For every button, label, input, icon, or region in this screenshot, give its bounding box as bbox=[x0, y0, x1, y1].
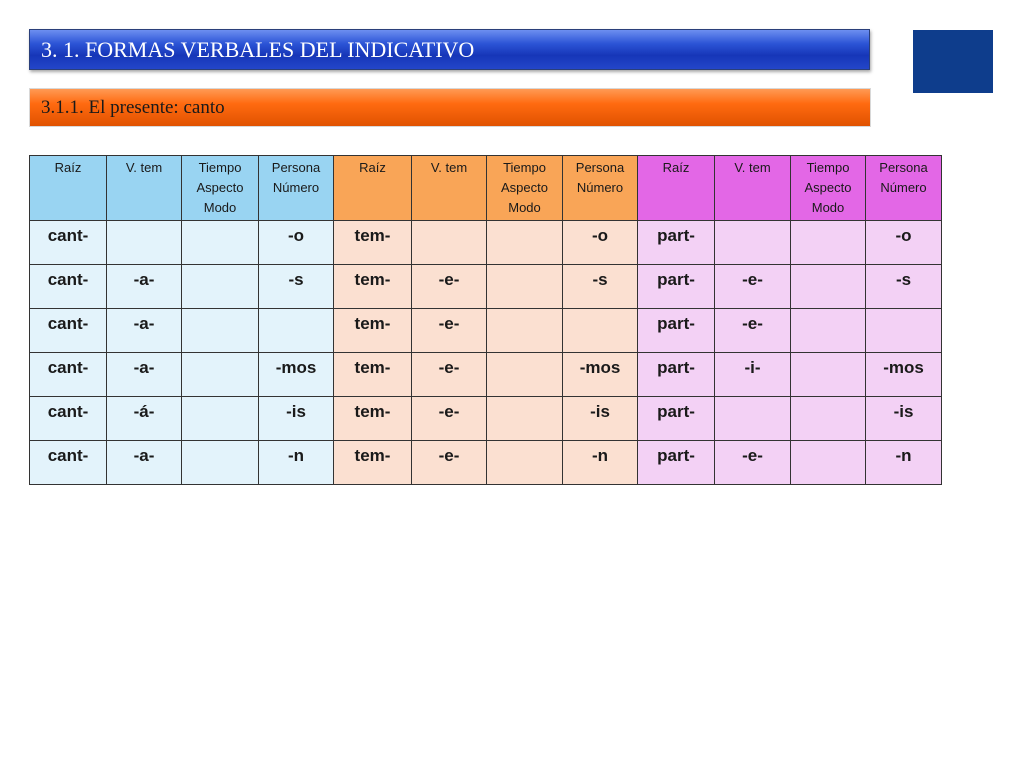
verb-conjugation-table bbox=[29, 155, 942, 485]
table-cell-part-persona-numero: -n bbox=[866, 441, 942, 485]
table-cell-tem-persona-numero: -is bbox=[563, 397, 638, 441]
column-header-cant-tiempo-aspecto-modo bbox=[182, 156, 259, 221]
column-header-line: Aspecto bbox=[501, 180, 548, 195]
table-cell-cant-persona-numero bbox=[259, 309, 334, 353]
table-cell-part-tiempo-aspecto-modo bbox=[791, 221, 866, 265]
column-header-cant-persona-numero bbox=[259, 156, 334, 221]
table-cell-tem-v-tem: -e- bbox=[412, 441, 487, 485]
table-cell-part-v-tem: -e- bbox=[715, 265, 791, 309]
column-header-line: Persona bbox=[575, 160, 625, 175]
column-header-line: Modo bbox=[811, 200, 845, 215]
table-cell-part-v-tem: -i- bbox=[715, 353, 791, 397]
table-cell-cant-raiz: cant- bbox=[30, 353, 107, 397]
table-row bbox=[30, 441, 942, 485]
table-cell-part-v-tem: -e- bbox=[715, 441, 791, 485]
table-row bbox=[30, 265, 942, 309]
table-row bbox=[30, 309, 942, 353]
column-header-line: Aspecto bbox=[196, 180, 244, 195]
table-cell-tem-v-tem: -e- bbox=[412, 353, 487, 397]
table-cell-part-persona-numero: -o bbox=[866, 221, 942, 265]
column-header-tem-persona-numero bbox=[563, 156, 638, 221]
slide-title: 3. 1. FORMAS VERBALES DEL INDICATIVO bbox=[29, 29, 870, 70]
table-cell-cant-persona-numero: -s bbox=[259, 265, 334, 309]
table-cell-part-persona-numero bbox=[866, 309, 942, 353]
table-cell-tem-tiempo-aspecto-modo bbox=[487, 265, 563, 309]
table-cell-tem-raiz: tem- bbox=[334, 353, 412, 397]
column-header-line: Raíz bbox=[359, 160, 386, 175]
column-header-line: Raíz bbox=[662, 160, 690, 175]
table-cell-part-tiempo-aspecto-modo bbox=[791, 309, 866, 353]
table-cell-tem-v-tem: -e- bbox=[412, 397, 487, 441]
column-header-line: Tiempo bbox=[198, 160, 242, 175]
table-cell-tem-tiempo-aspecto-modo bbox=[487, 309, 563, 353]
table-cell-cant-persona-numero: -n bbox=[259, 441, 334, 485]
table-cell-tem-persona-numero: -o bbox=[563, 221, 638, 265]
table-cell-tem-raiz: tem- bbox=[334, 221, 412, 265]
corner-decoration bbox=[913, 30, 993, 93]
table-cell-part-persona-numero: -mos bbox=[866, 353, 942, 397]
column-header-line: Tiempo bbox=[806, 160, 850, 175]
table-cell-cant-raiz: cant- bbox=[30, 397, 107, 441]
table-cell-part-raiz: part- bbox=[638, 221, 715, 265]
table-cell-cant-persona-numero: -mos bbox=[259, 353, 334, 397]
table-cell-part-tiempo-aspecto-modo bbox=[791, 265, 866, 309]
table-cell-tem-v-tem bbox=[412, 221, 487, 265]
table-header-row bbox=[30, 156, 942, 221]
table-cell-part-raiz: part- bbox=[638, 265, 715, 309]
table-cell-cant-v-tem: -a- bbox=[107, 265, 182, 309]
table-cell-tem-tiempo-aspecto-modo bbox=[487, 221, 563, 265]
table-cell-tem-tiempo-aspecto-modo bbox=[487, 441, 563, 485]
table-cell-cant-v-tem: -a- bbox=[107, 309, 182, 353]
column-header-line: Número bbox=[576, 180, 624, 195]
table-cell-tem-tiempo-aspecto-modo bbox=[487, 397, 563, 441]
table-cell-tem-persona-numero: -mos bbox=[563, 353, 638, 397]
table-cell-cant-tiempo-aspecto-modo bbox=[182, 309, 259, 353]
section-subtitle: 3.1.1. El presente: canto bbox=[29, 88, 871, 127]
table-cell-cant-tiempo-aspecto-modo bbox=[182, 353, 259, 397]
table-cell-cant-raiz: cant- bbox=[30, 441, 107, 485]
table-cell-cant-v-tem: -a- bbox=[107, 353, 182, 397]
column-header-line: V. tem bbox=[734, 160, 771, 175]
column-header-line: Modo bbox=[508, 200, 541, 215]
table-cell-cant-tiempo-aspecto-modo bbox=[182, 221, 259, 265]
table-cell-cant-raiz: cant- bbox=[30, 265, 107, 309]
table-cell-cant-v-tem bbox=[107, 221, 182, 265]
column-header-line: Modo bbox=[203, 200, 237, 215]
table-row bbox=[30, 353, 942, 397]
column-header-tem-v-tem bbox=[412, 156, 487, 221]
column-header-part-raiz bbox=[638, 156, 715, 221]
table-cell-part-raiz: part- bbox=[638, 441, 715, 485]
table-cell-tem-raiz: tem- bbox=[334, 397, 412, 441]
table-cell-tem-raiz: tem- bbox=[334, 265, 412, 309]
column-header-cant-v-tem bbox=[107, 156, 182, 221]
table-cell-part-tiempo-aspecto-modo bbox=[791, 353, 866, 397]
column-header-line: Tiempo bbox=[503, 160, 546, 175]
table-cell-cant-tiempo-aspecto-modo bbox=[182, 265, 259, 309]
table-cell-part-raiz: part- bbox=[638, 309, 715, 353]
table-cell-part-v-tem bbox=[715, 221, 791, 265]
column-header-line: Persona bbox=[879, 160, 928, 175]
table-cell-tem-raiz: tem- bbox=[334, 309, 412, 353]
column-header-line: Persona bbox=[271, 160, 321, 175]
table-cell-part-raiz: part- bbox=[638, 397, 715, 441]
table-cell-cant-tiempo-aspecto-modo bbox=[182, 441, 259, 485]
table-cell-cant-v-tem: -a- bbox=[107, 441, 182, 485]
column-header-line: V. tem bbox=[430, 160, 468, 175]
column-header-tem-raiz bbox=[334, 156, 412, 221]
table-cell-tem-persona-numero: -s bbox=[563, 265, 638, 309]
table-cell-tem-tiempo-aspecto-modo bbox=[487, 353, 563, 397]
table-cell-part-v-tem: -e- bbox=[715, 309, 791, 353]
column-header-line: V. tem bbox=[125, 160, 163, 175]
table-cell-tem-persona-numero: -n bbox=[563, 441, 638, 485]
column-header-line: Número bbox=[272, 180, 320, 195]
table-cell-part-v-tem bbox=[715, 397, 791, 441]
column-header-line: Raíz bbox=[54, 160, 82, 175]
table-cell-tem-v-tem: -e- bbox=[412, 309, 487, 353]
table-cell-part-tiempo-aspecto-modo bbox=[791, 397, 866, 441]
table-cell-cant-raiz: cant- bbox=[30, 309, 107, 353]
column-header-part-v-tem bbox=[715, 156, 791, 221]
table-cell-part-persona-numero: -is bbox=[866, 397, 942, 441]
table-cell-tem-persona-numero bbox=[563, 309, 638, 353]
table-cell-tem-v-tem: -e- bbox=[412, 265, 487, 309]
column-header-part-tiempo-aspecto-modo bbox=[791, 156, 866, 221]
column-header-line: Aspecto bbox=[804, 180, 852, 195]
table-cell-part-tiempo-aspecto-modo bbox=[791, 441, 866, 485]
column-header-line: Número bbox=[880, 180, 927, 195]
table-cell-part-persona-numero: -s bbox=[866, 265, 942, 309]
column-header-part-persona-numero bbox=[866, 156, 942, 221]
table-cell-cant-tiempo-aspecto-modo bbox=[182, 397, 259, 441]
table-cell-cant-persona-numero: -o bbox=[259, 221, 334, 265]
table-row bbox=[30, 221, 942, 265]
table-cell-tem-raiz: tem- bbox=[334, 441, 412, 485]
table-row bbox=[30, 397, 942, 441]
table-cell-cant-persona-numero: -is bbox=[259, 397, 334, 441]
column-header-cant-raiz bbox=[30, 156, 107, 221]
table-cell-part-raiz: part- bbox=[638, 353, 715, 397]
table-cell-cant-v-tem: -á- bbox=[107, 397, 182, 441]
table-cell-cant-raiz: cant- bbox=[30, 221, 107, 265]
column-header-tem-tiempo-aspecto-modo bbox=[487, 156, 563, 221]
